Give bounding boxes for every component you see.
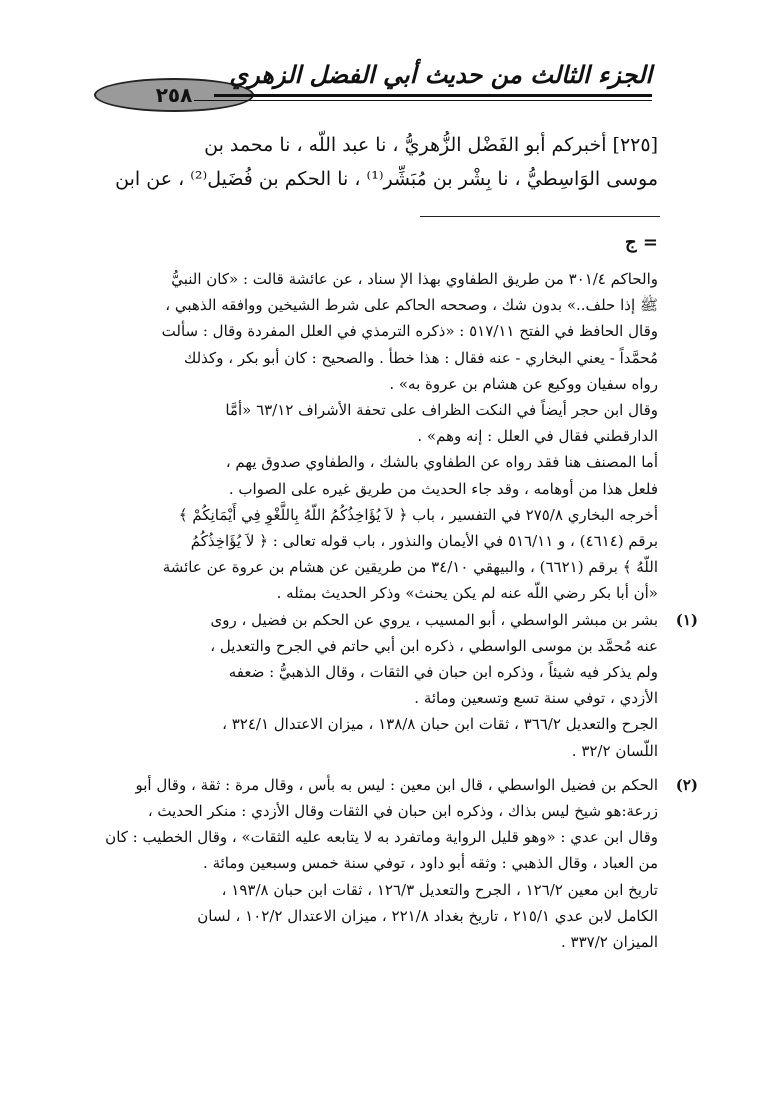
footnotes-area — [98, 266, 698, 955]
note-line: برقم (٤٦١٤) ، و ٥١٦/١١ في الأيمان والنذور ، باب قوله تعالى : ﴿ لاَ يُؤَاخِذُكُمُ — [190, 532, 658, 551]
note-line: مُحمَّداً - يعني البخاري - عنه فقال : هذا خطأ . والصحيح : كان أبو بكر ، وكذلك — [183, 348, 658, 367]
note-line: فلعل هذا من أوهامه ، وقد جاء الحديث من طريق غيره على الصواب . — [228, 479, 658, 498]
note-line: أخرجه البخاري ٢٧٥/٨ في التفسير ، باب ﴿ لاَ يُؤَاخِذُكُمُ اللّهُ بِاللَّغْوِ فِي أَيْمَانِكُمْ ﴾ — [178, 505, 658, 524]
footnote-line: اللّسان ٣٢/٢ . — [571, 741, 658, 760]
note-line: والحاكم ٣٠١/٤ من طريق الطفاوي بهذا الإ سناد ، عن عائشة قالت : «كان النبيُّ — [171, 270, 658, 288]
note-line: الدارقطني فقال في العلل : إنه وهم» . — [417, 427, 658, 446]
footnote-2 — [98, 772, 698, 955]
footnote-line: الحكم بن فضيل الواسطي ، قال ابن معين : ليس به بأس ، وقال مرة : ثقة ، وقال أبو — [135, 775, 658, 794]
footnote-line: بشر بن مبشر الواسطي ، أبو المسيب ، يروي عن الحكم بن فضيل ، روى — [210, 610, 658, 629]
header-rule-thin — [194, 100, 652, 101]
page-header — [94, 60, 652, 112]
header-rule — [214, 94, 652, 97]
hadith-line: موسى الوَاسِطيُّ ، نا بِشْر بن مُبَشِّر⁽¹⁾ ، نا الحكم بن فُضَيل⁽²⁾ ، عن ابن — [115, 168, 658, 190]
footnote-number: (٢) — [675, 775, 698, 794]
footnote-line: الكامل لابن عدي ٢١٥/١ ، تاريخ بغداد ٢٢١/٨ ، ميزان الاعتدال ١٠٢/٢ ، لسان — [197, 906, 658, 925]
footnote-number: (١) — [675, 610, 698, 629]
note-line: رواه سفيان ووكيع عن هشام بن عروة به» . — [389, 374, 658, 393]
footnote-1 — [98, 607, 698, 764]
note-line: ﷺ إذا حلف..» بدون شك ، وصححه الحاكم على شرط الشيخين ووافقه الذهبي ، — [165, 296, 658, 315]
note-line: أما المصنف هنا فقد رواه عن الطفاوي بالشك ، والطفاوي صدوق يهم ، — [225, 453, 658, 472]
footnote-line: عنه مُحمَّد بن موسى الواسطي ، ذكره ابن أبي حاتم في الجرح والتعديل ، — [210, 636, 658, 655]
footnote-line: الميزان ٣٣٧/٢ . — [561, 933, 658, 952]
note-line: اللّهُ ﴾ برقم (٦٦٢١) ، والبيهقي ٣٤/١٠ من طريقين عن هشام بن عروة عن عائشة — [162, 558, 658, 577]
hadith-line: [٢٢٥] أخبركم أبو الفَضْل الزُّهريُّ ، نا عبد اللّه ، نا محمد بن — [204, 134, 658, 156]
footnote-line: تاريخ ابن معين ١٢٦/٢ ، الجرح والتعديل ١٢٦/٣ ، ثقات ابن حبان ١٩٣/٨ ، — [221, 880, 658, 899]
footnote-line: ولم يذكر فيه شيئاً ، وذكره ابن حبان في الثقات ، وقال الذهبيُّ : ضعفه — [228, 663, 658, 682]
footnote-line: زرعة:هو شيخ ليس بذاك ، وذكره ابن حبان في الثقات وقال الأزدي : منكر الحديث ، — [147, 802, 658, 821]
footnote-line: من العباد ، وقال الذهبي : وثقه أبو داود ، توفي سنة خمس وسبعين ومائة . — [203, 854, 658, 873]
footnote-line: الجرح والتعديل ٣٦٦/٢ ، ثقات ابن حبان ١٣٨/٨ ، ميزان الاعتدال ٣٢٤/١ ، — [222, 715, 658, 734]
continuation-mark: = ج — [625, 232, 658, 253]
page-number: ٢٥٨ — [155, 83, 193, 107]
hadith-text — [98, 128, 658, 196]
note-line: وقال الحافظ في الفتح ٥١٧/١١ : «ذكره الترمذي في العلل المفردة وقال : سألت — [161, 322, 658, 341]
footnote-line: الأزدي ، توفي سنة تسع وتسعين ومائة . — [414, 689, 658, 708]
note-line: «أن أبا بكر رضي اللّه عنه لم يكن يحنث» وذكر الحديث بمثله . — [276, 584, 658, 603]
footnote-line: وقال ابن عدي : «وهو قليل الرواية وماتفرد به لا يتابعه عليه الثقات» ، وقال الخطيب : كان — [105, 828, 658, 847]
footnote-separator — [420, 216, 660, 217]
running-title: الجزء الثالث من حديث أبي الفضل الزهري — [229, 60, 652, 89]
note-line: وقال ابن حجر أيضاً في النكت الظراف على تحفة الأشراف ٦٣/١٢ «أمَّا — [225, 401, 658, 420]
